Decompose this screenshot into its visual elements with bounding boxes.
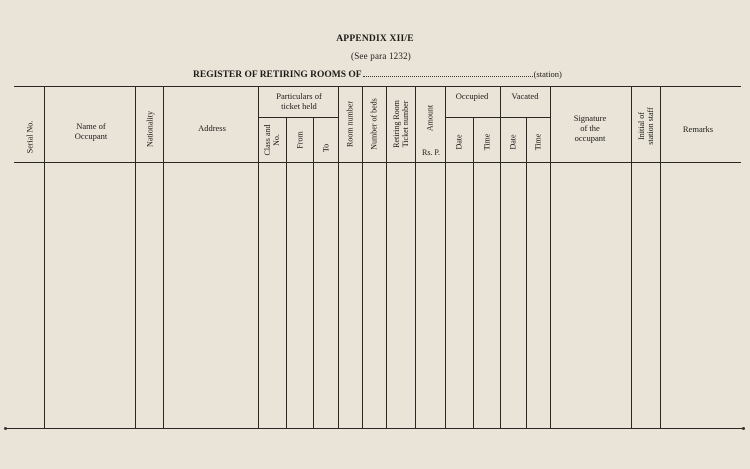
header-nationality: Nationality: [145, 111, 155, 147]
appendix-title: APPENDIX XII/E: [336, 34, 414, 44]
header-rs-p: Rs. P.: [421, 148, 440, 157]
col-divider: [445, 86, 446, 428]
header-from: From: [295, 131, 305, 149]
col-divider: [500, 86, 501, 428]
see-para-note: (See para 1232): [351, 51, 411, 61]
header-number-of-beds: Number of beds: [369, 98, 379, 150]
col-divider: [44, 86, 45, 428]
col-divider: [163, 86, 164, 428]
col-divider: [386, 86, 387, 428]
col-divider: [526, 117, 527, 428]
header-vacated-date: Date: [508, 134, 518, 150]
col-divider: [631, 86, 632, 428]
col-divider: [258, 86, 259, 428]
header-occupied-group: Occupied: [455, 91, 489, 101]
subheader-rule-occupied: [445, 117, 550, 118]
header-ticket-group: Particulars of ticket held: [276, 91, 322, 111]
station-label: (station): [533, 69, 562, 79]
header-occupied-date: Date: [454, 134, 464, 150]
col-divider: [473, 117, 474, 428]
header-amount: Amount: [425, 104, 435, 132]
header-to: To: [321, 143, 331, 153]
edge-mark: [742, 427, 745, 430]
col-divider: [338, 86, 339, 428]
header-retiring-room-ticket: Retiring Room Ticket number: [392, 100, 410, 148]
header-serial-no: Serial No.: [25, 120, 35, 154]
col-divider: [313, 117, 314, 428]
header-initial-station-staff: Initial of station staff: [637, 107, 655, 145]
register-title-line: [193, 68, 562, 80]
header-vacated-time: Time: [533, 133, 543, 151]
col-divider: [135, 86, 136, 428]
col-divider: [362, 86, 363, 428]
subheader-rule-ticket: [258, 117, 338, 118]
header-room-number: Room number: [345, 101, 355, 147]
header-remarks: Remarks: [682, 124, 714, 134]
header-class-and-no: Class and No.: [263, 124, 281, 156]
station-name-blank: [363, 68, 533, 77]
col-divider: [660, 86, 661, 428]
header-vacated-group: Vacated: [511, 91, 539, 101]
register-title: REGISTER OF RETIRING ROOMS OF: [193, 70, 362, 80]
header-occupied-time: Time: [482, 133, 492, 151]
header-name-of-occupant: Name of Occupant: [74, 121, 108, 141]
col-divider: [415, 86, 416, 428]
col-divider: [550, 86, 551, 428]
col-divider: [286, 117, 287, 428]
header-signature: Signature of the occupant: [573, 113, 607, 143]
table-bottom-rule: [6, 428, 745, 429]
edge-mark: [4, 427, 7, 430]
header-address: Address: [198, 123, 226, 133]
